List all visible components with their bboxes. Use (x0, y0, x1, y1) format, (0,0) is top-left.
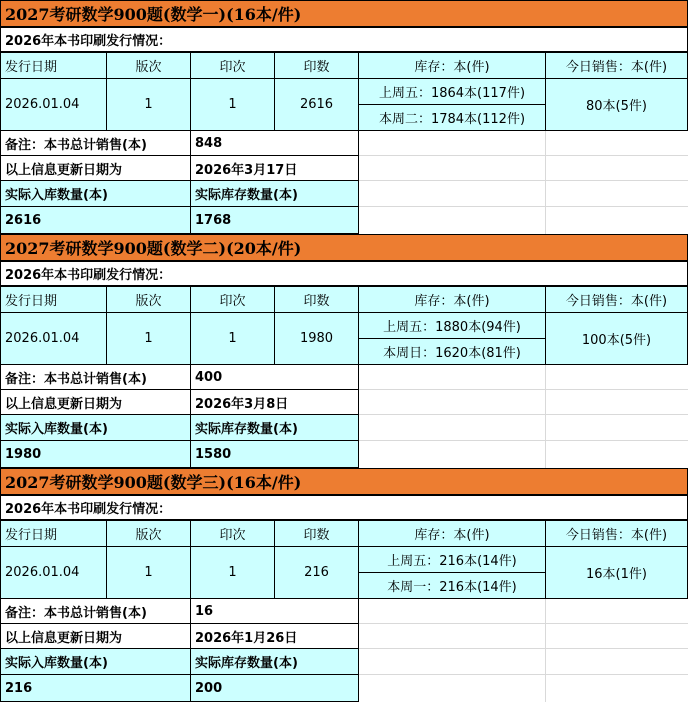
today-sales-cell[interactable]: 16本(1件) (545, 546, 688, 599)
book-title-cell[interactable]: 2027考研数学900题(数学三)(16本/件) (0, 468, 688, 495)
status-heading-cell[interactable]: 2026年本书印刷发行情况： (0, 27, 688, 52)
col-today-sales-header[interactable]: 今日销售：本(件) (545, 52, 688, 79)
note-total-sales-label[interactable]: 备注：本书总计销售(本) (0, 598, 191, 624)
print-qty-cell[interactable]: 216 (274, 546, 359, 599)
stock-line1-cell[interactable]: 上周五：1880本(94件) (358, 312, 546, 339)
col-edition-header[interactable]: 版次 (106, 520, 191, 547)
gridline (358, 674, 688, 675)
col-stock-header[interactable]: 库存：本(件) (358, 286, 546, 313)
updated-date-value[interactable]: 2026年3月17日 (190, 155, 359, 181)
total-sales-value[interactable]: 16 (190, 598, 359, 624)
col-print-qty-header[interactable]: 印数 (274, 520, 359, 547)
col-print-qty-header[interactable]: 印数 (274, 52, 359, 79)
total-sales-value[interactable]: 400 (190, 364, 359, 390)
today-sales-cell[interactable]: 80本(5件) (545, 78, 688, 131)
stock-line2-cell[interactable]: 本周一：216本(14件) (358, 572, 546, 599)
printing-cell[interactable]: 1 (190, 78, 275, 131)
actual-in-label[interactable]: 实际入库数量(本) (0, 180, 191, 207)
stock-line1-cell[interactable]: 上周五：1864本(117件) (358, 78, 546, 105)
actual-stock-value[interactable]: 1768 (190, 206, 359, 234)
note-total-sales-label[interactable]: 备注：本书总计销售(本) (0, 130, 191, 156)
col-date-header[interactable]: 发行日期 (0, 286, 107, 313)
actual-in-label[interactable]: 实际入库数量(本) (0, 414, 191, 441)
updated-date-value[interactable]: 2026年1月26日 (190, 623, 359, 649)
print-qty-cell[interactable]: 1980 (274, 312, 359, 365)
printing-cell[interactable]: 1 (190, 546, 275, 599)
date-cell[interactable]: 2026.01.04 (0, 546, 107, 599)
gridline (358, 623, 688, 624)
actual-in-value[interactable]: 1980 (0, 440, 191, 468)
actual-stock-label[interactable]: 实际库存数量(本) (190, 414, 359, 441)
info-updated-label[interactable]: 以上信息更新日期为 (0, 623, 191, 649)
actual-in-label[interactable]: 实际入库数量(本) (0, 648, 191, 675)
today-sales-cell[interactable]: 100本(5件) (545, 312, 688, 365)
gridline (545, 364, 546, 468)
date-cell[interactable]: 2026.01.04 (0, 312, 107, 365)
col-edition-header[interactable]: 版次 (106, 52, 191, 79)
book-title-cell[interactable]: 2027考研数学900题(数学二)(20本/件) (0, 234, 688, 261)
gridline (358, 155, 688, 156)
col-stock-header[interactable]: 库存：本(件) (358, 520, 546, 547)
print-qty-cell[interactable]: 2616 (274, 78, 359, 131)
gridline (358, 648, 688, 649)
col-today-sales-header[interactable]: 今日销售：本(件) (545, 520, 688, 547)
gridline (358, 389, 688, 390)
col-date-header[interactable]: 发行日期 (0, 520, 107, 547)
status-heading-cell[interactable]: 2026年本书印刷发行情况： (0, 261, 688, 286)
info-updated-label[interactable]: 以上信息更新日期为 (0, 389, 191, 415)
col-stock-header[interactable]: 库存：本(件) (358, 52, 546, 79)
actual-in-value[interactable]: 2616 (0, 206, 191, 234)
col-printing-header[interactable]: 印次 (190, 52, 275, 79)
edition-cell[interactable]: 1 (106, 546, 191, 599)
gridline (358, 440, 688, 441)
stock-line1-cell[interactable]: 上周五：216本(14件) (358, 546, 546, 573)
edition-cell[interactable]: 1 (106, 78, 191, 131)
stock-line2-cell[interactable]: 本周日：1620本(81件) (358, 338, 546, 365)
col-today-sales-header[interactable]: 今日销售：本(件) (545, 286, 688, 313)
actual-stock-value[interactable]: 1580 (190, 440, 359, 468)
actual-stock-label[interactable]: 实际库存数量(本) (190, 648, 359, 675)
actual-stock-value[interactable]: 200 (190, 674, 359, 702)
gridline (358, 206, 688, 207)
gridline (545, 130, 546, 234)
book-title-cell[interactable]: 2027考研数学900题(数学一)(16本/件) (0, 0, 688, 27)
col-printing-header[interactable]: 印次 (190, 286, 275, 313)
gridline (358, 414, 688, 415)
info-updated-label[interactable]: 以上信息更新日期为 (0, 155, 191, 181)
total-sales-value[interactable]: 848 (190, 130, 359, 156)
date-cell[interactable]: 2026.01.04 (0, 78, 107, 131)
updated-date-value[interactable]: 2026年3月8日 (190, 389, 359, 415)
actual-stock-label[interactable]: 实际库存数量(本) (190, 180, 359, 207)
col-date-header[interactable]: 发行日期 (0, 52, 107, 79)
actual-in-value[interactable]: 216 (0, 674, 191, 702)
gridline (358, 180, 688, 181)
edition-cell[interactable]: 1 (106, 312, 191, 365)
col-edition-header[interactable]: 版次 (106, 286, 191, 313)
note-total-sales-label[interactable]: 备注：本书总计销售(本) (0, 364, 191, 390)
status-heading-cell[interactable]: 2026年本书印刷发行情况： (0, 495, 688, 520)
stock-line2-cell[interactable]: 本周二：1784本(112件) (358, 104, 546, 131)
col-printing-header[interactable]: 印次 (190, 520, 275, 547)
gridline (545, 598, 546, 702)
printing-cell[interactable]: 1 (190, 312, 275, 365)
col-print-qty-header[interactable]: 印数 (274, 286, 359, 313)
